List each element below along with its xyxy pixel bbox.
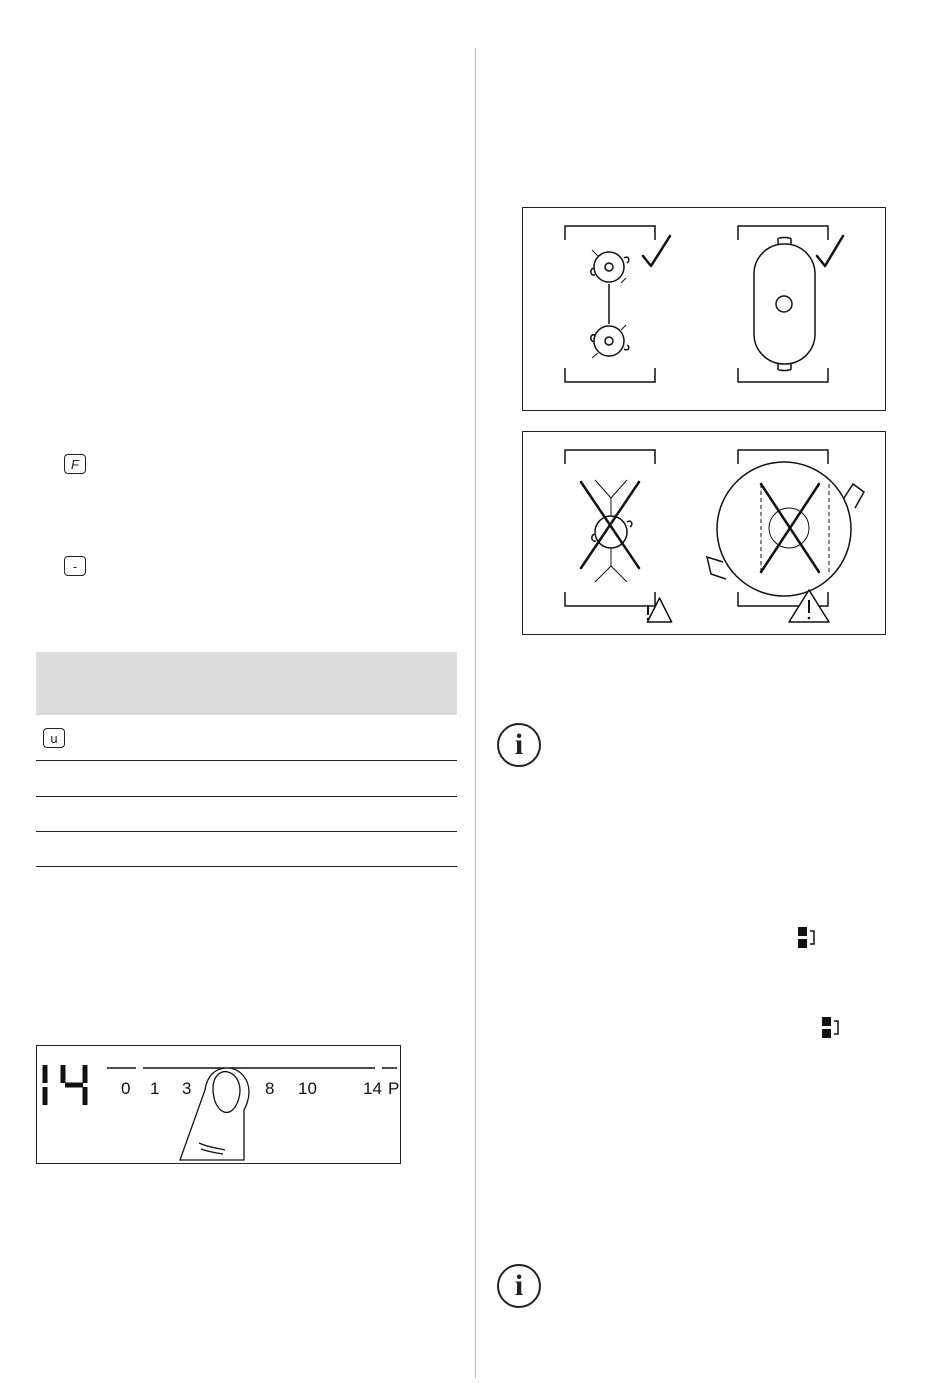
f-key-icon <box>64 454 86 474</box>
column-divider <box>475 48 476 1378</box>
info-icon <box>497 723 541 767</box>
bridge-zone-icon <box>796 925 818 951</box>
table-row <box>36 832 457 867</box>
table-row <box>36 797 457 832</box>
u-key-glyph: u <box>50 730 58 746</box>
correct-cookware-svg <box>523 208 885 410</box>
scale-label: 8 <box>265 1079 275 1098</box>
dash-key-glyph: - <box>72 558 78 574</box>
u-key-icon <box>43 728 65 748</box>
check-mark-icon <box>817 236 843 266</box>
info-icon <box>497 1264 541 1308</box>
control-bar-figure <box>36 1045 401 1164</box>
scale-label: 3 <box>182 1079 192 1098</box>
check-mark-icon <box>643 236 670 266</box>
table-row <box>36 762 457 797</box>
scale-label: 0 <box>121 1079 131 1098</box>
table-header <box>36 652 457 715</box>
warning-triangle-icon <box>647 598 672 622</box>
scale-label: 14 <box>363 1079 382 1098</box>
control-bar-svg <box>37 1046 400 1163</box>
bridge-zone-icon <box>820 1015 842 1041</box>
f-key-glyph: F <box>71 456 79 472</box>
info-glyph: i <box>514 1269 524 1302</box>
scale-label: P <box>388 1079 400 1098</box>
correct-cookware-figure <box>522 207 886 411</box>
table-row <box>36 727 457 761</box>
scale-label: 1 <box>150 1079 160 1098</box>
incorrect-cookware-svg <box>523 432 885 634</box>
scale-label: 10 <box>298 1079 317 1098</box>
seven-segment-display <box>45 1065 85 1105</box>
slider-scale <box>121 1079 399 1098</box>
incorrect-cookware-figure <box>522 431 886 635</box>
info-glyph: i <box>514 728 524 761</box>
dash-key-icon <box>64 556 86 576</box>
